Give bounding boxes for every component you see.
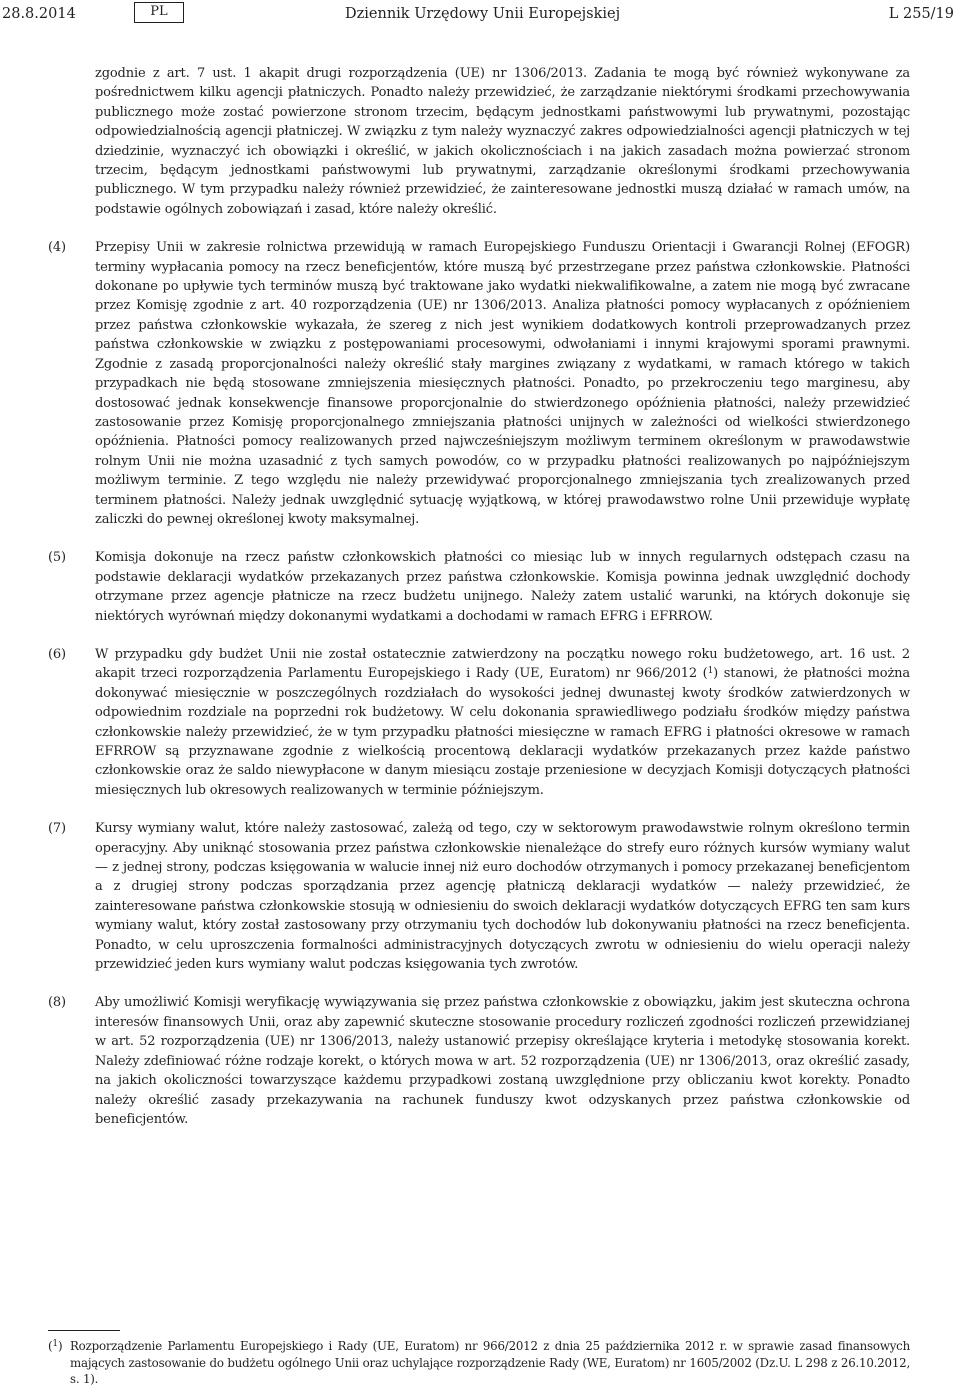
page-reference: L 255/19 <box>888 6 954 22</box>
page-header <box>0 2 960 26</box>
footnote-reference: 1 <box>707 666 714 677</box>
recital-number: (6) <box>48 646 66 662</box>
footnote-divider <box>48 1330 120 1331</box>
footnote-paren-close: ) <box>57 1339 63 1353</box>
recital-text-part: W przypadku gdy budżet Unii nie został ostatecznie zatwierdzony na początku nowego roku budżetowego, art. 16 ust. 2 akapit trzeci rozporządzenia Parlamentu Europejskiego i Rady (UE, Euratom) nr 966/2012 ( <box>95 646 910 682</box>
recital-6 <box>0 645 960 800</box>
recital-text: Aby umożliwić Komisji weryfikację wywiązywania się przez państwa członkowskie z obowiązku, jakim jest skuteczna ochrona interesów finansowych Unii, oraz aby zapewnić skuteczne stosowanie procedury rozliczeń zgodności rozliczeń przewidzianej w art. 52 rozporządzenia (UE) nr 1306/2013, należy ustanowić przepisy określające kryteria i metodykę stosowania korekt. Należy zdefiniować różne rodzaje korekt, o których mowa w art. 52 rozporządzenia (UE) nr 1306/2013, oraz określić zasady, na jakich okoliczności towarzyszące każdemu przypadkowi zostaną uwzględnione przy obliczaniu kwot korekty. Ponadto należy określić zasady przekazywania na rachunek funduszy kwot odzyskanych przez państwa członkowskie od beneficjentów. <box>95 995 910 1127</box>
language-badge: PL <box>134 2 184 23</box>
footnote-marker <box>48 1338 62 1355</box>
publication-date: 28.8.2014 <box>2 6 76 22</box>
recital-8 <box>0 993 960 1129</box>
document-body <box>0 64 960 1129</box>
journal-title: Dziennik Urzędowy Unii Europejskiej <box>345 6 621 22</box>
recital-text: Przepisy Unii w zakresie rolnictwa przewidują w ramach Europejskiego Funduszu Orientacji i Gwarancji Rolnej (EFOGR) terminy wypłacania pomocy na rzecz beneficjentów, które muszą być przestrzegane przez państwa członkowskie. Płatności dokonane po upływie tych terminów muszą być traktowane jako wydatki niekwalifikowalne, a zatem nie mogą być zwracane przez Komisję zgodnie z art. 40 rozporządzenia (UE) nr 1306/2013. Analiza płatności pomocy wypłacanych z opóźnieniem przez państwa członkowskie wykazała, że szereg z nich jest wynikiem dodatkowych kontroli przeprowadzanych przez państwa członkowskie w związku z postępowaniami procesowymi, odwołaniami i innymi krajowymi sporami prawnymi. Zgodnie z zasadą proporcjonalności należy określić stały margines związany z wydatkami, w ramach którego w takich przypadkach nie będą stosowane zmniejszenia miesięcznych płatności. Ponadto, po przekroczeniu tego marginesu, aby dostosować jednak konsekwencje finansowe proporcjonalnie do stwierdzonego opóźnienia płatności, należy przewidzieć zastosowanie przez Komisję proporcjonalnego zmniejszania płatności unijnych w zależności od wielkości stwierdzonego opóźnienia. Płatności pomocy realizowanych przed najwcześniejszym możliwym terminem określonym w prawodawstwie rolnym Unii nie można uzasadnić z tych samych powodów, co w przypadku płatności realizowanych po najpóźniejszym możliwym terminie. Z tego względu nie należy przewidywać proporcjonalnego zmniejszania tych zrealizowanych przed terminem płatności. Należy jednak uwzględnić sytuację wyjątkową, w której prawodawstwo rolne Unii przewiduje wypłatę zaliczki do pewnej określonej kwoty maksymalnej. <box>95 240 910 527</box>
recital-number: (5) <box>48 550 66 566</box>
recital-number: (7) <box>48 821 66 837</box>
recital-text-part: ) stanowi, że płatności można dokonywać miesięcznie w poszczególnych rozdziałach do wysokości jednej dwunastej kwoty środków zatwierdzonych w odpowiednim rozdziale na poprzedni rok budżetowy. W celu dokonania sprawiedliwego podziału środków między państwa członkowskie należy przewidzieć, że w tym przypadku płatności miesięczne w ramach EFRG i płatności okresowe w ramach EFRROW są przyznawane zgodnie z wielkością procentową deklaracji wydatków przekazanych przez każde państwo członkowskie oraz że saldo niewypłacone w danym miesiącu zostaje przeniesione w decyzjach Komisji dotyczących płatności miesięcznych lub okresowych realizowanych w terminie późniejszym. <box>95 666 910 798</box>
footnote-paren-open: ( <box>48 1339 53 1353</box>
recital-text: Kursy wymiany walut, które należy zastosować, zależą od tego, czy w sektorowym prawodawstwie rolnym określono termin operacyjny. Aby uniknąć stosowania przez państwa członkowskie nienależące do strefy euro różnych kursów wymiany walut — z jednej strony, podczas księgowania w walucie innej niż euro dochodów otrzymanych i pomocy przekazanej beneficjentom a z drugiej strony podczas sporządzania przez agencję płatniczą deklaracji wydatków — należy przewidzieć, że zainteresowane państwa członkowskie stosują w odniesieniu do swoich deklaracji wydatków dotyczących EFRG ten sam kurs wymiany walut, który został zastosowany przy otrzymaniu tych dochodów lub dokonywaniu płatności na rzecz beneficjenta. Ponadto, w celu uproszczenia formalności administracyjnych dotyczących zwrotu w odniesieniu do wielu operacji należy przewidzieć jeden kurs wymiany walut podczas księgowania tych zwrotów. <box>95 821 910 973</box>
recital-number: (8) <box>48 995 66 1011</box>
footnote-number: 1 <box>52 1339 58 1349</box>
recital-number: (4) <box>48 240 66 256</box>
recital-text <box>95 645 910 800</box>
recital-text: Komisja dokonuje na rzecz państw członkowskich płatności co miesiąc lub w innych regularnych odstępach czasu na podstawie deklaracji wydatków przekazanych przez państwa członkowskie. Komisja powinna jednak uwzględnić dochody otrzymane przez agencje płatnicze na rzecz budżetu unijnego. Należy zatem ustalić warunki, na których dokonuje się niektórych wyrównań między dokonanymi wydatkami a dochodami w ramach EFRG i EFRROW. <box>95 550 910 624</box>
continued-paragraph: zgodnie z art. 7 ust. 1 akapit drugi rozporządzenia (UE) nr 1306/2013. Zadania te mogą być również wykonywane za pośrednictwem kilku agencji płatniczych. Ponadto należy przewidzieć, że zarządzanie niektórymi środkami przechowywania publicznego może zostać powierzone stronom trzecim, będącym jednostkami państwowymi lub prywatnymi, pozostając odpowiedzialnością agencji płatniczej. W związku z tym należy wyznaczyć zakres odpowiedzialności agencji płatniczych w tej dziedzinie, wyznaczyć ich obowiązki i określić, w jakich okolicznościach i na jakich zasadach można powierzać stronom trzecim, będącym jednostkami państwowymi lub prywatnymi, zarządzanie określonymi środkami przechowywania publicznego. W tym przypadku należy również przewidzieć, że zainteresowane jednostki muszą działać w ramach umów, na podstawie ogólnych zobowiązań i zasad, które należy określić. <box>95 66 910 217</box>
recital-7 <box>0 819 960 974</box>
recital-5 <box>0 548 960 626</box>
footnote-text: Rozporządzenie Parlamentu Europejskiego i Rady (UE, Euratom) nr 966/2012 z dnia 25 października 2012 r. w sprawie zasad finansowych mających zastosowanie do budżetu ogólnego Unii oraz uchylające rozporządzenie Rady (WE, Euratom) nr 1605/2002 (Dz.U. L 298 z 26.10.2012, s. 1). <box>70 1339 910 1386</box>
recital-4 <box>0 238 960 529</box>
